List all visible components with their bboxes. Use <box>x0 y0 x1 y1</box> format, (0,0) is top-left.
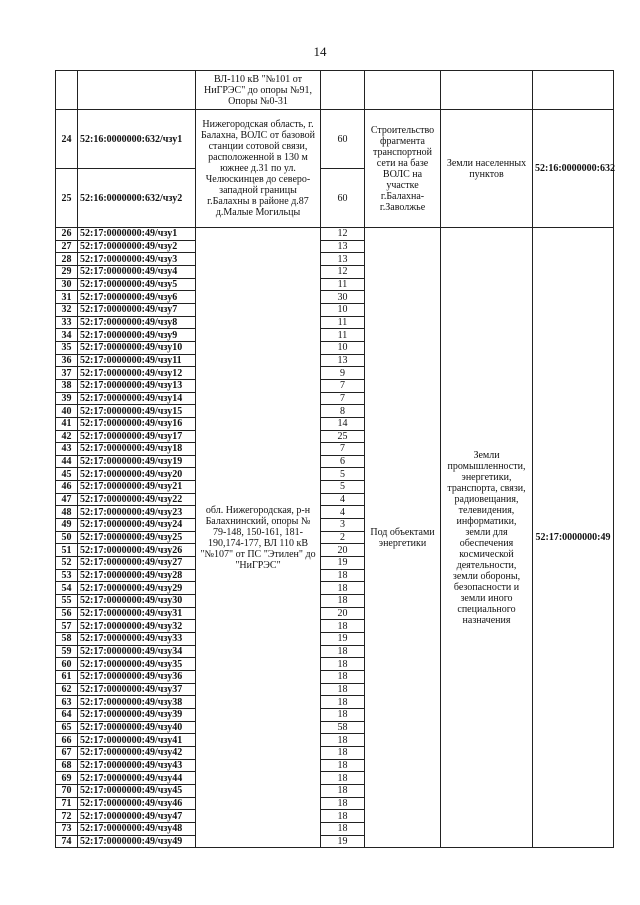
row-number: 48 <box>56 506 78 519</box>
land-plots-table <box>55 70 614 848</box>
row-number: 32 <box>56 303 78 316</box>
row-number: 45 <box>56 468 78 481</box>
area-value: 18 <box>321 683 365 696</box>
row-number: 66 <box>56 734 78 747</box>
cadastral-part-number: 52:17:0000000:49/чзу29 <box>78 582 196 595</box>
cadastral-part-number: 52:17:0000000:49/чзу44 <box>78 772 196 785</box>
area-value: 19 <box>321 557 365 570</box>
cadastral-part-number: 52:17:0000000:49/чзу6 <box>78 291 196 304</box>
row-number: 30 <box>56 278 78 291</box>
row-number: 56 <box>56 607 78 620</box>
cadastral-part-number: 52:17:0000000:49/чзу43 <box>78 759 196 772</box>
area-value: 18 <box>321 797 365 810</box>
cadastral-part-number: 52:17:0000000:49/чзу5 <box>78 278 196 291</box>
row-number: 38 <box>56 379 78 392</box>
area-value: 4 <box>321 506 365 519</box>
row-number: 35 <box>56 341 78 354</box>
parent-cadastral-number: 52:16:0000000:632 <box>533 110 614 228</box>
cadastral-part-number: 52:17:0000000:49/чзу14 <box>78 392 196 405</box>
area-value: 18 <box>321 759 365 772</box>
area-value: 6 <box>321 455 365 468</box>
row-number: 36 <box>56 354 78 367</box>
cadastral-part-number: 52:17:0000000:49/чзу12 <box>78 367 196 380</box>
land-category: Земли населенных пунктов <box>441 110 533 228</box>
area-value: 3 <box>321 519 365 532</box>
area-value: 18 <box>321 658 365 671</box>
row-number: 72 <box>56 810 78 823</box>
area-value: 25 <box>321 430 365 443</box>
cadastral-part-number: 52:17:0000000:49/чзу20 <box>78 468 196 481</box>
row-number: 62 <box>56 683 78 696</box>
area-value: 11 <box>321 278 365 291</box>
area-value: 2 <box>321 531 365 544</box>
cadastral-part-number: 52:17:0000000:49/чзу37 <box>78 683 196 696</box>
row-number: 73 <box>56 822 78 835</box>
cadastral-part-number: 52:17:0000000:49/чзу13 <box>78 379 196 392</box>
cadastral-part-number: 52:17:0000000:49/чзу27 <box>78 557 196 570</box>
area-value: 4 <box>321 493 365 506</box>
purpose-description: Строительство фрагмента транспортной сети на базе ВОЛС на участке г.Балахна-г.Заволжье <box>365 110 441 228</box>
land-category: Земли промышленности, энергетики, транспорта, связи, радиовещания, телевидения, информатики, земли для обеспечения космической деятельности, земли обороны, безопасности и земли иного специального назначения <box>441 228 533 848</box>
cadastral-part-number: 52:17:0000000:49/чзу10 <box>78 341 196 354</box>
row-number: 26 <box>56 228 78 241</box>
table-row <box>56 110 614 169</box>
cadastral-part-number: 52:17:0000000:49/чзу45 <box>78 784 196 797</box>
cadastral-part-number: 52:17:0000000:49/чзу26 <box>78 544 196 557</box>
cadastral-part-number: 52:17:0000000:49/чзу23 <box>78 506 196 519</box>
cadastral-part-number: 52:17:0000000:49/чзу42 <box>78 746 196 759</box>
area-value: 7 <box>321 443 365 456</box>
row-number: 57 <box>56 620 78 633</box>
area-value: 19 <box>321 835 365 848</box>
row-number: 60 <box>56 658 78 671</box>
row-number: 52 <box>56 557 78 570</box>
area-value: 18 <box>321 822 365 835</box>
area-value: 18 <box>321 810 365 823</box>
cadastral-part-number: 52:17:0000000:49/чзу31 <box>78 607 196 620</box>
area-value: 18 <box>321 784 365 797</box>
cadastral-part-number: 52:17:0000000:49/чзу34 <box>78 645 196 658</box>
area-value: 18 <box>321 645 365 658</box>
cadastral-part-number: 52:17:0000000:49/чзу3 <box>78 253 196 266</box>
row-number: 34 <box>56 329 78 342</box>
cadastral-part-number: 52:17:0000000:49/чзу7 <box>78 303 196 316</box>
cadastral-part-number: 52:17:0000000:49/чзу18 <box>78 443 196 456</box>
area-value: 18 <box>321 595 365 608</box>
description-cell: ВЛ-110 кВ "№101 от НиГРЭС" до опоры №91, Опоры №0-31 <box>196 71 321 110</box>
cadastral-part-number: 52:17:0000000:49/чзу28 <box>78 569 196 582</box>
area-value: 14 <box>321 417 365 430</box>
cadastral-part-number: 52:17:0000000:49/чзу38 <box>78 696 196 709</box>
cadastral-part-number: 52:17:0000000:49/чзу24 <box>78 519 196 532</box>
row-number: 50 <box>56 531 78 544</box>
area-value: 18 <box>321 772 365 785</box>
cadastral-part-number: 52:17:0000000:49/чзу48 <box>78 822 196 835</box>
table-row-continuation <box>56 71 614 110</box>
row-number: 51 <box>56 544 78 557</box>
area-value: 10 <box>321 341 365 354</box>
parent-cadastral-number: 52:17:0000000:49 <box>533 228 614 848</box>
page-number: 14 <box>313 44 327 59</box>
row-number: 68 <box>56 759 78 772</box>
cadastral-part-number: 52:17:0000000:49/чзу36 <box>78 670 196 683</box>
purpose-description: Под объектами энергетики <box>365 228 441 848</box>
row-number: 33 <box>56 316 78 329</box>
cadastral-part-number: 52:17:0000000:49/чзу2 <box>78 240 196 253</box>
cadastral-part-number: 52:17:0000000:49/чзу1 <box>78 228 196 241</box>
cadastral-part-number: 52:17:0000000:49/чзу21 <box>78 481 196 494</box>
row-number: 71 <box>56 797 78 810</box>
cadastral-part-number: 52:17:0000000:49/чзу39 <box>78 708 196 721</box>
cadastral-part-number: 52:17:0000000:49/чзу17 <box>78 430 196 443</box>
area-value: 11 <box>321 329 365 342</box>
cadastral-part-number: 52:17:0000000:49/чзу46 <box>78 797 196 810</box>
area-value: 18 <box>321 670 365 683</box>
cadastral-part-number: 52:17:0000000:49/чзу19 <box>78 455 196 468</box>
cadastral-part-number: 52:16:0000000:632/чзу2 <box>78 169 196 228</box>
cadastral-part-number: 52:17:0000000:49/чзу49 <box>78 835 196 848</box>
cadastral-part-number: 52:17:0000000:49/чзу8 <box>78 316 196 329</box>
row-number: 29 <box>56 265 78 278</box>
cadastral-part-number: 52:17:0000000:49/чзу9 <box>78 329 196 342</box>
row-number: 31 <box>56 291 78 304</box>
area-value: 18 <box>321 582 365 595</box>
area-value: 18 <box>321 569 365 582</box>
row-number: 74 <box>56 835 78 848</box>
area-value: 60 <box>321 110 365 169</box>
area-value: 19 <box>321 633 365 646</box>
area-value: 7 <box>321 379 365 392</box>
row-number: 44 <box>56 455 78 468</box>
row-number: 64 <box>56 708 78 721</box>
area-value: 20 <box>321 607 365 620</box>
row-number: 49 <box>56 519 78 532</box>
area-value: 18 <box>321 696 365 709</box>
cadastral-part-number: 52:17:0000000:49/чзу35 <box>78 658 196 671</box>
row-number: 65 <box>56 721 78 734</box>
row-number: 40 <box>56 405 78 418</box>
row-number: 39 <box>56 392 78 405</box>
cadastral-part-number: 52:17:0000000:49/чзу40 <box>78 721 196 734</box>
cadastral-part-number: 52:17:0000000:49/чзу30 <box>78 595 196 608</box>
area-value: 9 <box>321 367 365 380</box>
row-number: 41 <box>56 417 78 430</box>
row-number: 63 <box>56 696 78 709</box>
row-number: 25 <box>56 169 78 228</box>
area-value: 18 <box>321 746 365 759</box>
row-number: 37 <box>56 367 78 380</box>
cadastral-part-number: 52:17:0000000:49/чзу32 <box>78 620 196 633</box>
cadastral-part-number: 52:17:0000000:49/чзу15 <box>78 405 196 418</box>
area-value: 18 <box>321 734 365 747</box>
location-description: Нижегородская область, г. Балахна, ВОЛС от базовой станции сотовой связи, расположенной в 130 м южнее д.31 по ул. Челюскинцев до северо-западной границы г.Балахны в районе д.87 д.Малые Могильцы <box>196 110 321 228</box>
area-value: 5 <box>321 481 365 494</box>
cadastral-part-number: 52:17:0000000:49/чзу4 <box>78 265 196 278</box>
cadastral-part-number: 52:17:0000000:49/чзу16 <box>78 417 196 430</box>
area-value: 12 <box>321 228 365 241</box>
area-value: 58 <box>321 721 365 734</box>
cadastral-part-number: 52:16:0000000:632/чзу1 <box>78 110 196 169</box>
row-number: 46 <box>56 481 78 494</box>
row-number: 27 <box>56 240 78 253</box>
row-number: 67 <box>56 746 78 759</box>
area-value: 10 <box>321 303 365 316</box>
row-number: 53 <box>56 569 78 582</box>
area-value: 60 <box>321 169 365 228</box>
table-row <box>56 228 614 241</box>
area-value: 13 <box>321 354 365 367</box>
row-number: 24 <box>56 110 78 169</box>
row-number: 61 <box>56 670 78 683</box>
cadastral-part-number: 52:17:0000000:49/чзу22 <box>78 493 196 506</box>
cadastral-part-number: 52:17:0000000:49/чзу25 <box>78 531 196 544</box>
row-number: 55 <box>56 595 78 608</box>
area-value: 8 <box>321 405 365 418</box>
row-number: 28 <box>56 253 78 266</box>
area-value: 13 <box>321 253 365 266</box>
location-description: обл. Нижегородская, р-н Балахнинский, опоры № 79-148, 150-161, 181-190,174-177, ВЛ 110 кВ "№107" от ПС "Этилен" до "НиГРЭС" <box>196 228 321 848</box>
row-number: 59 <box>56 645 78 658</box>
area-value: 5 <box>321 468 365 481</box>
table-body <box>56 71 614 848</box>
row-number: 54 <box>56 582 78 595</box>
area-value: 18 <box>321 620 365 633</box>
cadastral-part-number: 52:17:0000000:49/чзу33 <box>78 633 196 646</box>
area-value: 18 <box>321 708 365 721</box>
row-number: 42 <box>56 430 78 443</box>
area-value: 30 <box>321 291 365 304</box>
area-value: 12 <box>321 265 365 278</box>
area-value: 11 <box>321 316 365 329</box>
row-number: 47 <box>56 493 78 506</box>
area-value: 20 <box>321 544 365 557</box>
row-number: 69 <box>56 772 78 785</box>
cadastral-part-number: 52:17:0000000:49/чзу11 <box>78 354 196 367</box>
row-number: 43 <box>56 443 78 456</box>
cadastral-part-number: 52:17:0000000:49/чзу41 <box>78 734 196 747</box>
cadastral-part-number: 52:17:0000000:49/чзу47 <box>78 810 196 823</box>
area-value: 7 <box>321 392 365 405</box>
row-number: 70 <box>56 784 78 797</box>
row-number: 58 <box>56 633 78 646</box>
area-value: 13 <box>321 240 365 253</box>
